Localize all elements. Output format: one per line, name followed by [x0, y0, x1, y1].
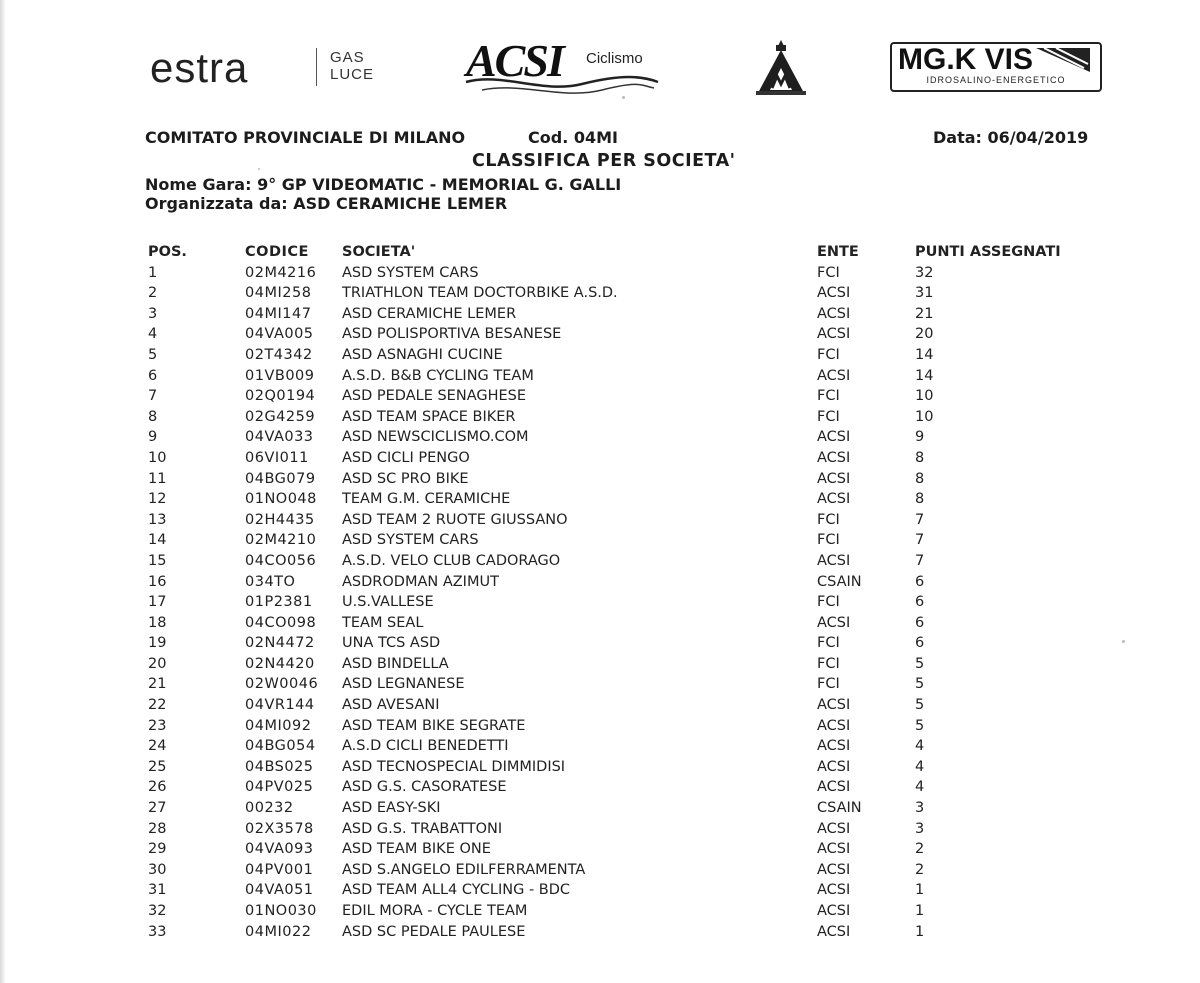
table-row — [0, 530, 1200, 551]
table-row — [0, 716, 1200, 737]
row-points: 3 — [915, 820, 925, 837]
acsi-logo — [462, 36, 662, 106]
column-header-pos: POS. — [148, 244, 187, 260]
row-points: 6 — [915, 635, 925, 652]
row-society: ASD G.S. TRABATTONI — [342, 820, 503, 837]
table-row — [0, 407, 1200, 428]
row-ente: ACSI — [817, 861, 851, 878]
row-society: ASD CERAMICHE LEMER — [342, 305, 517, 322]
row-society: ASD TEAM BIKE SEGRATE — [342, 717, 526, 734]
row-ente: ACSI — [817, 552, 851, 569]
row-code: 04MI022 — [245, 923, 312, 940]
table-row — [0, 427, 1200, 448]
row-code: 04MI147 — [245, 305, 312, 322]
acsi-logo-sub: Ciclismo — [586, 50, 643, 67]
row-position: 19 — [148, 635, 167, 652]
row-position: 3 — [148, 305, 158, 322]
row-society: ASD SYSTEM CARS — [342, 532, 479, 549]
row-position: 15 — [148, 552, 167, 569]
row-points: 2 — [915, 841, 925, 858]
row-points: 20 — [915, 326, 934, 343]
row-code: 02X3578 — [245, 820, 314, 837]
table-row — [0, 757, 1200, 778]
scan-speck — [258, 168, 260, 170]
scan-speck — [622, 96, 625, 99]
row-position: 31 — [148, 882, 167, 899]
table-row — [0, 633, 1200, 654]
row-position: 7 — [148, 388, 158, 405]
table-row — [0, 345, 1200, 366]
column-header-society: SOCIETA' — [342, 244, 416, 260]
row-ente: ACSI — [817, 285, 851, 302]
row-position: 23 — [148, 717, 167, 734]
row-position: 28 — [148, 820, 167, 837]
table-row — [0, 819, 1200, 840]
row-points: 9 — [915, 429, 925, 446]
estra-logo-divider — [316, 48, 317, 86]
row-society: ASD TEAM SPACE BIKER — [342, 408, 516, 425]
table-row — [0, 613, 1200, 634]
table-row — [0, 777, 1200, 798]
row-code: 04BG054 — [245, 738, 316, 755]
row-ente: ACSI — [817, 841, 851, 858]
row-points: 32 — [915, 264, 934, 281]
row-society: A.S.D. VELO CLUB CADORAGO — [342, 552, 561, 569]
row-points: 7 — [915, 552, 925, 569]
row-ente: ACSI — [817, 470, 851, 487]
row-points: 1 — [915, 903, 925, 919]
row-position: 20 — [148, 655, 167, 672]
row-position: 26 — [148, 779, 167, 796]
row-points: 8 — [915, 491, 925, 508]
row-ente: ACSI — [817, 614, 851, 631]
row-society: ASD CICLI PENGO — [342, 449, 470, 466]
row-points: 6 — [915, 573, 925, 590]
row-society: ASD S.ANGELO EDILFERRAMENTA — [342, 861, 586, 878]
row-position: 25 — [148, 758, 167, 775]
row-ente: ACSI — [817, 779, 851, 796]
row-position: 13 — [148, 511, 167, 528]
row-society: U.S.VALLESE — [342, 594, 434, 611]
row-code: 06VI011 — [245, 449, 309, 466]
row-code: 04BS025 — [245, 758, 314, 775]
row-ente: ACSI — [817, 697, 851, 714]
table-row — [0, 860, 1200, 881]
row-society: ASD PEDALE SENAGHESE — [342, 388, 527, 405]
row-points: 8 — [915, 470, 925, 487]
table-row — [0, 263, 1200, 284]
row-points: 7 — [915, 511, 925, 528]
row-society: ASD G.S. CASORATESE — [342, 779, 507, 796]
row-ente: ACSI — [817, 449, 851, 466]
row-points: 5 — [915, 717, 925, 734]
row-code: 04VA093 — [245, 841, 314, 858]
row-points: 1 — [915, 882, 925, 899]
acsi-logo-name: ACSI — [466, 35, 563, 86]
table-row — [0, 283, 1200, 304]
row-code: 04PV025 — [245, 779, 314, 796]
row-points: 6 — [915, 594, 925, 611]
row-society: A.S.D. B&B CYCLING TEAM — [342, 367, 534, 384]
table-row — [0, 304, 1200, 325]
row-society: EDIL MORA - CYCLE TEAM — [342, 903, 528, 919]
table-row — [0, 510, 1200, 531]
row-society: ASD SYSTEM CARS — [342, 264, 479, 281]
table-row — [0, 695, 1200, 716]
estra-logo-gas: GAS — [330, 49, 365, 66]
row-society: ASD SC PEDALE PAULESE — [342, 923, 526, 940]
row-position: 6 — [148, 367, 158, 384]
row-ente: ACSI — [817, 820, 851, 837]
row-position: 33 — [148, 923, 167, 940]
committee-code: Cod. 04MI — [528, 128, 618, 147]
row-ente: ACSI — [817, 903, 851, 919]
row-society: ASD LEGNANESE — [342, 676, 465, 693]
row-code: 034TO — [245, 573, 296, 590]
row-code: 04VA005 — [245, 326, 314, 343]
row-position: 22 — [148, 697, 167, 714]
row-code: 04MI258 — [245, 285, 312, 302]
sponsor-logos — [0, 0, 1200, 110]
table-row — [0, 366, 1200, 387]
row-points: 4 — [915, 779, 925, 796]
estra-logo-name: estra — [150, 44, 249, 91]
estra-logo-luce: LUCE — [330, 66, 375, 83]
table-row — [0, 592, 1200, 613]
row-code: 04PV001 — [245, 861, 314, 878]
table-row — [0, 880, 1200, 901]
row-code: 01P2381 — [245, 594, 313, 611]
row-ente: ACSI — [817, 738, 851, 755]
row-code: 02N4472 — [245, 635, 315, 652]
mountain-emblem-icon — [752, 38, 810, 96]
mgk-vis-logo — [890, 42, 1102, 92]
row-society: TRIATHLON TEAM DOCTORBIKE A.S.D. — [342, 285, 618, 302]
row-points: 14 — [915, 346, 934, 363]
table-row — [0, 901, 1200, 922]
row-points: 4 — [915, 758, 925, 775]
document-date: Data: 06/04/2019 — [933, 128, 1089, 147]
row-points: 4 — [915, 738, 925, 755]
row-ente: ACSI — [817, 491, 851, 508]
row-code: 04CO056 — [245, 552, 317, 569]
row-ente: FCI — [817, 511, 840, 528]
column-header-points: PUNTI ASSEGNATI — [915, 244, 1061, 260]
row-society: A.S.D CICLI BENEDETTI — [342, 738, 509, 755]
row-points: 3 — [915, 800, 925, 817]
row-ente: ACSI — [817, 305, 851, 322]
row-code: 02M4210 — [245, 532, 317, 549]
row-ente: ACSI — [817, 758, 851, 775]
row-position: 4 — [148, 326, 158, 343]
row-code: 01NO048 — [245, 491, 317, 508]
row-code: 04CO098 — [245, 614, 317, 631]
row-position: 1 — [148, 264, 158, 281]
row-code: 02G4259 — [245, 408, 316, 425]
table-row — [0, 489, 1200, 510]
row-ente: ACSI — [817, 367, 851, 384]
table-row — [0, 654, 1200, 675]
row-society: UNA TCS ASD — [342, 635, 441, 652]
row-society: ASDRODMAN AZIMUT — [342, 573, 499, 590]
row-points: 5 — [915, 697, 925, 714]
row-society: TEAM G.M. CERAMICHE — [342, 491, 511, 508]
row-position: 14 — [148, 532, 167, 549]
table-row — [0, 572, 1200, 593]
table-header — [0, 242, 1200, 263]
column-header-code: CODICE — [245, 244, 309, 260]
row-position: 9 — [148, 429, 158, 446]
row-position: 16 — [148, 573, 167, 590]
table-row — [0, 922, 1200, 943]
page-title: CLASSIFICA PER SOCIETA' — [472, 151, 736, 171]
row-ente: CSAIN — [817, 573, 862, 590]
row-society: TEAM SEAL — [342, 614, 424, 631]
row-points: 2 — [915, 861, 925, 878]
row-society: ASD EASY-SKI — [342, 800, 441, 817]
row-points: 5 — [915, 676, 925, 693]
row-position: 21 — [148, 676, 167, 693]
column-header-ente: ENTE — [817, 244, 859, 260]
row-society: ASD POLISPORTIVA BESANESE — [342, 326, 562, 343]
row-position: 29 — [148, 841, 167, 858]
row-code: 04VR144 — [245, 697, 315, 714]
row-code: 02H4435 — [245, 511, 315, 528]
row-points: 10 — [915, 388, 934, 405]
table-row — [0, 736, 1200, 757]
row-code: 04MI092 — [245, 717, 312, 734]
row-code: 04VA051 — [245, 882, 314, 899]
row-code: 01VB009 — [245, 367, 315, 384]
row-code: 04BG079 — [245, 470, 316, 487]
row-ente: ACSI — [817, 882, 851, 899]
row-position: 30 — [148, 861, 167, 878]
row-points: 8 — [915, 449, 925, 466]
row-position: 17 — [148, 594, 167, 611]
ranking-table — [0, 242, 1200, 942]
table-row — [0, 839, 1200, 860]
row-code: 01NO030 — [245, 903, 317, 919]
row-ente: ACSI — [817, 429, 851, 446]
row-society: ASD TEAM 2 RUOTE GIUSSANO — [342, 511, 568, 528]
row-society: ASD TECNOSPECIAL DIMMIDISI — [342, 758, 566, 775]
row-position: 10 — [148, 449, 167, 466]
mgk-logo-name: MG.K VIS — [898, 43, 1034, 76]
row-position: 24 — [148, 738, 167, 755]
row-position: 32 — [148, 903, 167, 919]
row-points: 21 — [915, 305, 934, 322]
table-row — [0, 469, 1200, 490]
row-points: 10 — [915, 408, 934, 425]
row-position: 18 — [148, 614, 167, 631]
row-society: ASD TEAM BIKE ONE — [342, 841, 491, 858]
row-ente: FCI — [817, 594, 840, 611]
row-code: 02M4216 — [245, 264, 317, 281]
row-position: 8 — [148, 408, 158, 425]
row-ente: FCI — [817, 655, 840, 672]
row-position: 12 — [148, 491, 167, 508]
row-ente: CSAIN — [817, 800, 862, 817]
row-ente: FCI — [817, 635, 840, 652]
row-points: 7 — [915, 532, 925, 549]
acsi-swoosh-icon — [462, 36, 662, 106]
table-row — [0, 386, 1200, 407]
row-ente: FCI — [817, 408, 840, 425]
estra-logo — [150, 44, 390, 94]
row-position: 2 — [148, 285, 158, 302]
row-points: 14 — [915, 367, 934, 384]
table-row — [0, 551, 1200, 572]
row-code: 02N4420 — [245, 655, 315, 672]
row-position: 5 — [148, 346, 158, 363]
table-row — [0, 324, 1200, 345]
row-ente: ACSI — [817, 326, 851, 343]
row-ente: FCI — [817, 676, 840, 693]
mgk-logo-sub: IDROSALINO-ENERGETICO — [926, 75, 1066, 85]
row-society: ASD SC PRO BIKE — [342, 470, 469, 487]
row-society: ASD ASNAGHI CUCINE — [342, 346, 503, 363]
row-society: ASD NEWSCICLISMO.COM — [342, 429, 529, 446]
row-code: 02Q0194 — [245, 388, 316, 405]
row-ente: ACSI — [817, 923, 851, 940]
committee-name: COMITATO PROVINCIALE DI MILANO — [145, 128, 466, 147]
row-ente: FCI — [817, 388, 840, 405]
row-ente: FCI — [817, 532, 840, 549]
table-row — [0, 798, 1200, 819]
table-row — [0, 674, 1200, 695]
table-row — [0, 448, 1200, 469]
row-position: 11 — [148, 470, 167, 487]
row-position: 27 — [148, 800, 167, 817]
row-society: ASD AVESANI — [342, 697, 440, 714]
scan-speck — [1122, 640, 1125, 643]
race-name: Nome Gara: 9° GP VIDEOMATIC - MEMORIAL G. GALLI — [145, 175, 622, 194]
row-code: 00232 — [245, 800, 294, 817]
row-code: 02W0046 — [245, 676, 319, 693]
row-ente: FCI — [817, 264, 840, 281]
row-points: 6 — [915, 614, 925, 631]
row-society: ASD BINDELLA — [342, 655, 449, 672]
row-code: 04VA033 — [245, 429, 314, 446]
race-organizer: Organizzata da: ASD CERAMICHE LEMER — [145, 194, 508, 213]
mgk-stripes-icon — [1034, 46, 1094, 76]
row-points: 5 — [915, 655, 925, 672]
row-ente: FCI — [817, 346, 840, 363]
row-points: 31 — [915, 285, 934, 302]
row-ente: ACSI — [817, 717, 851, 734]
row-code: 02T4342 — [245, 346, 313, 363]
row-points: 1 — [915, 923, 925, 940]
table-body — [0, 263, 1200, 943]
row-society: ASD TEAM ALL4 CYCLING - BDC — [342, 882, 571, 899]
